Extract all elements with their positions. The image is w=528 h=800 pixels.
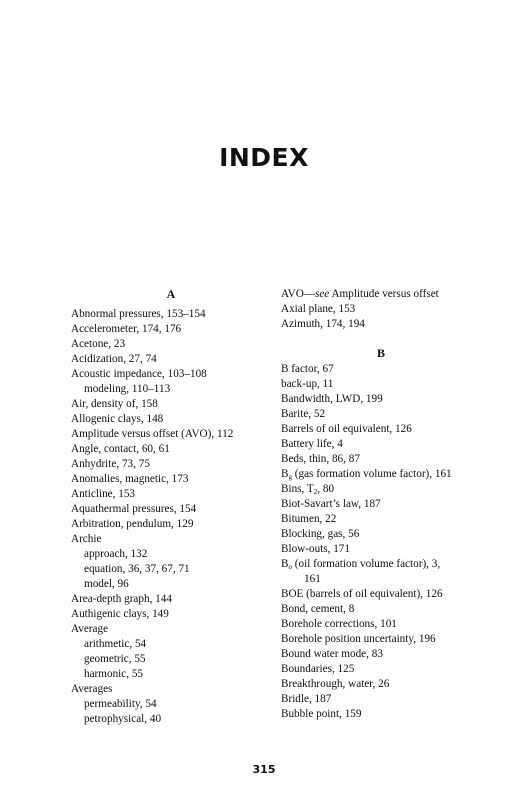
index-entry: BOE (barrels of oil equivalent), 126: [281, 588, 443, 600]
index-entry: Bitumen, 22: [281, 513, 337, 525]
index-entry: Barite, 52: [281, 408, 326, 420]
entry-list-a: [71, 307, 271, 727]
subscript: o: [288, 563, 292, 571]
index-entry: Blocking, gas, 56: [281, 528, 360, 540]
index-entry: [281, 482, 481, 497]
index-entry: B factor, 67: [281, 363, 334, 375]
index-entry: Averages: [71, 683, 113, 695]
see-reference: see: [314, 288, 330, 300]
index-entry: Anticline, 153: [71, 488, 136, 500]
index-entry: Anhydrite, 73, 75: [71, 458, 150, 470]
index-entry: Beds, thin, 86, 87: [281, 453, 360, 465]
index-subentry: approach, 132: [84, 548, 148, 560]
index-entry: [281, 317, 481, 332]
index-entry: Battery life, 4: [281, 438, 343, 450]
index-entry: Area-depth graph, 144: [71, 593, 172, 605]
index-entry: Amplitude versus offset (AVO), 112: [71, 428, 234, 440]
index-subentry: petrophysical, 40: [84, 713, 162, 725]
entry-text: Amplitude versus offset: [329, 288, 439, 300]
entry-text: AVO—: [281, 288, 315, 300]
index-entry: [281, 557, 481, 587]
index-entry: Abnormal pressures, 153–154: [71, 308, 206, 320]
index-subentry: arithmetic, 54: [84, 638, 147, 650]
index-subentry: harmonic, 55: [84, 668, 144, 680]
entry-continuation: 161: [304, 573, 321, 585]
index-entry: Bandwidth, LWD, 199: [281, 393, 383, 405]
index-subentry: equation, 36, 37, 67, 71: [84, 563, 190, 575]
index-entry: Bridle, 187: [281, 693, 332, 705]
index-entry: back-up, 11: [281, 378, 334, 390]
index-entry: Blow-outs, 171: [281, 543, 350, 555]
index-column-right: [281, 287, 481, 722]
index-entry: Anomalies, magnetic, 173: [71, 473, 189, 485]
entry-text: (oil formation volume factor), 3,: [291, 558, 441, 570]
index-entry: Boundaries, 125: [281, 663, 355, 675]
page-title: INDEX: [219, 143, 309, 172]
index-subentry: geometric, 55: [84, 653, 146, 665]
index-entry: Average: [71, 623, 109, 635]
index-entry: [281, 467, 481, 482]
entry-text: Axial plane, 153: [281, 303, 356, 315]
index-entry: [281, 287, 481, 302]
entry-text: Azimuth, 174, 194: [281, 318, 365, 330]
entry-text: (gas formation volume factor), 161: [291, 468, 452, 480]
subscript: 2: [313, 488, 318, 496]
index-subentry: model, 96: [84, 578, 129, 590]
index-entry: Air, density of, 158: [71, 398, 158, 410]
subscript: g: [288, 473, 292, 481]
index-entry: Angle, contact, 60, 61: [71, 443, 170, 455]
index-entry: Arbitration, pendulum, 129: [71, 518, 194, 530]
index-entry: Barrels of oil equivalent, 126: [281, 423, 412, 435]
index-subentry: modeling, 110–113: [84, 383, 171, 395]
index-entry: Bubble point, 159: [281, 708, 362, 720]
index-entry: Authigenic clays, 149: [71, 608, 169, 620]
index-entry: [281, 302, 481, 317]
entry-text: , 80: [317, 483, 335, 495]
index-entry: Acoustic impedance, 103–108: [71, 368, 207, 380]
page-number: 315: [252, 763, 276, 776]
index-entry: Biot-Savart’s law, 187: [281, 498, 381, 510]
index-entry: Acidization, 27, 74: [71, 353, 157, 365]
section-letter-a: A: [166, 287, 176, 301]
section-letter-b: B: [376, 346, 385, 360]
index-entry: Archie: [71, 533, 102, 545]
index-entry: Accelerometer, 174, 176: [71, 323, 182, 335]
index-entry: Allogenic clays, 148: [71, 413, 164, 425]
entry-text: Bins, T: [281, 483, 314, 495]
index-entry: Bond, cement, 8: [281, 603, 355, 615]
index-entry: Aquathermal pressures, 154: [71, 503, 197, 515]
index-entry: Bound water mode, 83: [281, 648, 383, 660]
entry-list-a-continued: [281, 287, 481, 332]
index-entry: Acetone, 23: [71, 338, 126, 350]
index-entry: Borehole position uncertainty, 196: [281, 633, 436, 645]
entry-list-b: [281, 362, 481, 722]
index-entry: Borehole corrections, 101: [281, 618, 397, 630]
index-subentry: permeability, 54: [84, 698, 157, 710]
index-column-left: [71, 287, 271, 727]
entry-text: B: [281, 558, 289, 570]
entry-text: B: [281, 468, 289, 480]
index-entry: Breakthrough, water, 26: [281, 678, 390, 690]
